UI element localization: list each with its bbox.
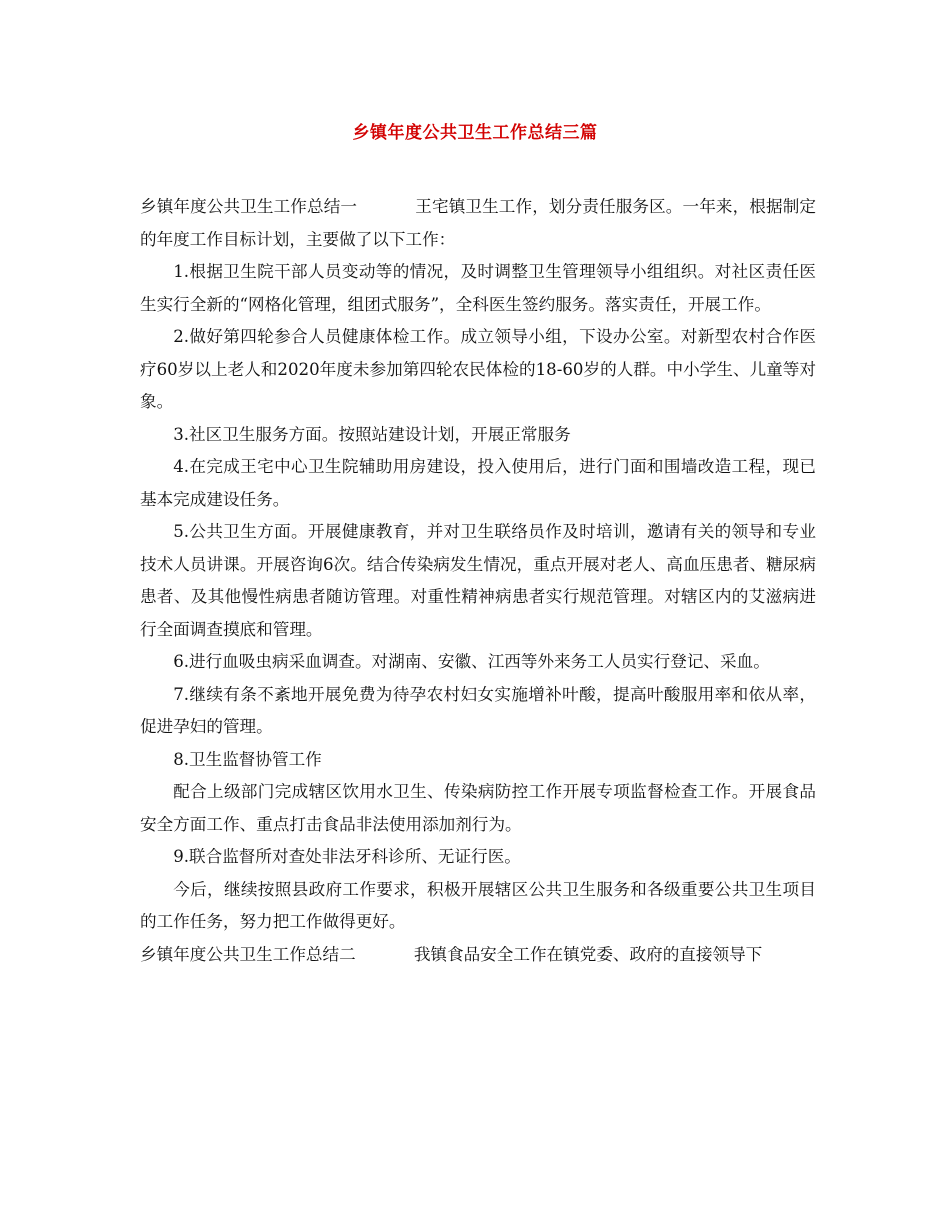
paragraph-item-6: 6.进行血吸虫病采血调查。对湖南、安徽、江西等外来务工人员实行登记、采血。 <box>173 652 770 671</box>
paragraph-item-9: 9.联合监督所对查处非法牙科诊所、无证行医。 <box>173 847 521 866</box>
section-two-intro-text: 我镇食品安全工作在镇党委、政府的直接领导下 <box>413 944 763 964</box>
paragraph-item-3: 3.社区卫生服务方面。按照站建设计划，开展正常服务 <box>173 424 571 444</box>
section-one-intro-text: 王宅镇卫生工作，划分责任服务区。一年来，根据制定的年度工作目标计划，主要做了以下工作： <box>140 197 817 249</box>
document-body <box>140 191 816 971</box>
paragraph-item-7: 7.继续有条不紊地开展免费为待孕农村妇女实施增补叶酸，提高叶酸服用率和依从率，促进孕妇的管理。 <box>140 684 816 736</box>
paragraph-supervision-detail: 配合上级部门完成辖区饮用水卫生、传染病防控工作开展专项监督检查工作。开展食品安全方面工作、重点打击食品非法使用添加剂行为。 <box>140 782 816 834</box>
paragraph-item-5: 5.公共卫生方面。开展健康教育，并对卫生联络员作及时培训，邀请有关的领导和专业技术人员讲课。开展咨询6次。结合传染病发生情况，重点开展对老人、高血压患者、糖尿病患者、及其他慢性病患者随访管理。对重性精神病患者实行规范管理。对辖区内的艾滋病进行全面调查摸底和管理。 <box>140 522 816 639</box>
paragraph-item-2: 2.做好第四轮参合人员健康体检工作。成立领导小组，下设办公室。对新型农村合作医疗60岁以上老人和2020年度未参加第四轮农民体检的18-60岁的人群。中小学生、儿童等对象。 <box>140 327 816 411</box>
section-two-intro <box>140 939 816 972</box>
paragraph-item-8: 8.卫生监督协管工作 <box>173 749 322 769</box>
section-two-heading: 乡镇年度公共卫生工作总结二 <box>140 944 356 964</box>
paragraph-future-plan: 今后，继续按照县政府工作要求，积极开展辖区公共卫生服务和各级重要公共卫生项目的工作任务，努力把工作做得更好。 <box>140 879 816 931</box>
document-title: 乡镇年度公共卫生工作总结三篇 <box>352 123 598 143</box>
section-one-heading: 乡镇年度公共卫生工作总结一 <box>140 197 358 216</box>
paragraph-item-1: 1.根据卫生院干部人员变动等的情况，及时调整卫生管理领导小组组织。对社区责任医生实行全新的“网格化管理，组团式服务”，全科医生签约服务。落实责任，开展工作。 <box>140 262 816 314</box>
paragraph-item-4: 4.在完成王宅中心卫生院辅助用房建设，投入使用后，进行门面和围墙改造工程，现已基本完成建设任务。 <box>140 457 816 509</box>
section-one-intro <box>140 191 816 256</box>
